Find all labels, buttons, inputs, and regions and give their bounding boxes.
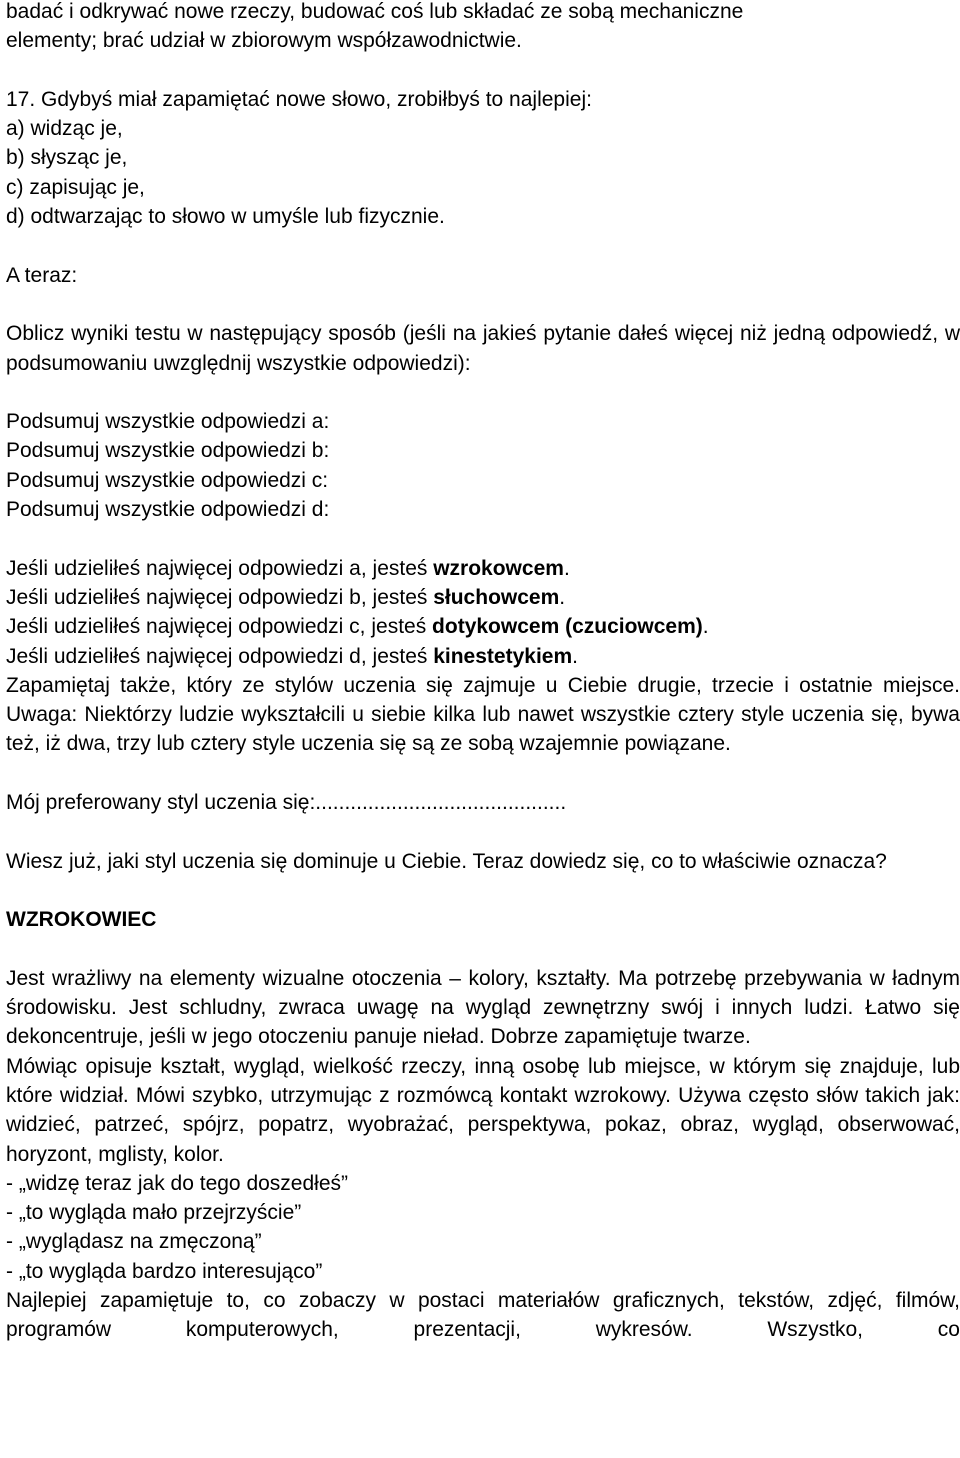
description-paragraph-1: Jest wrażliwy na elementy wizualne otoczenia – kolory, kształty. Ma potrzebę przebywania w ładnym środowisku. Jest schludny, zwraca uwagę na wygląd zewnętrzny swój i innych ludzi. Łatwo się dekoncentruje, jeśli w jego otoczeniu panuje nieład. Dobrze zapamiętuje twarze. [6, 966, 960, 1049]
section-heading: WZROKOWIEC [6, 908, 157, 932]
intro-paragraph [6, 0, 960, 56]
quotes-list [6, 1169, 960, 1286]
quote-2: - „to wygląda mało przejrzyście” [6, 1201, 302, 1225]
summary-a: Podsumuj wszystkie odpowiedzi a: [6, 410, 330, 434]
question-17-text: 17. Gdybyś miał zapamiętać nowe słowo, zrobiłbyś to najlepiej: [6, 87, 592, 111]
result-c-type: dotykowcem (czuciowcem) [432, 615, 703, 639]
question-17-option-d: d) odtwarzając to słowo w umyśle lub fizycznie. [6, 205, 445, 229]
preferred-style-line: Mój preferowany styl uczenia się:........................................... [6, 791, 567, 815]
quote-4: - „to wygląda bardzo interesująco” [6, 1259, 323, 1283]
note-paragraph: Zapamiętaj także, który ze stylów uczenia się zajmuje u Ciebie drugie, trzecie i ostatnie miejsce. Uwaga: Niektórzy ludzie wykształcili u siebie kilka lub nawet wszystkie cztery style uczenia się, bywa też, iż dwa, trzy lub cztery style uczenia się są ze sobą wzajemnie powiązane. [6, 673, 960, 756]
result-b-type: słuchowcem [433, 585, 560, 609]
result-b: Jeśli udzieliłeś najwięcej odpowiedzi b, jesteś słuchowcem. [6, 585, 566, 609]
intro-line-1: badać i odkrywać nowe rzeczy, budować coś lub składać ze sobą mechaniczne [6, 0, 744, 23]
document-page [6, 0, 960, 1345]
instructions-paragraph: Oblicz wyniki testu w następujący sposób (jeśli na jakieś pytanie dałeś więcej niż jedną odpowiedź, w podsumowaniu uwzględnij wszystkie odpowiedzi): [6, 322, 960, 375]
description-paragraph-2: Mówiąc opisuje kształt, wygląd, wielkość rzeczy, inną osobę lub miejsce, w którym się znajduje, lub które widział. Mówi szybko, utrzymując z rozmówcą kontakt wzrokowy. Używa często słów takich jak: widzieć, patrzeć, spójrz, popatrz, wyobrażać, perspektywa, pokaz, obraz, wygląd, obserwować, horyzont, mglisty, kolor. [6, 1054, 960, 1166]
summary-b: Podsumuj wszystkie odpowiedzi b: [6, 439, 330, 463]
result-a: Jeśli udzieliłeś najwięcej odpowiedzi a, jesteś wzrokowcem. [6, 556, 570, 580]
results-list [6, 554, 960, 671]
quote-3: - „wyglądasz na zmęczoną” [6, 1230, 262, 1254]
description-paragraph-3: Najlepiej zapamiętuje to, co zobaczy w postaci materiałów graficznych, tekstów, zdjęć, filmów, programów komputerowych, prezentacji, wykresów. Wszystko, co [6, 1289, 960, 1342]
intro-line-2: elementy; brać udział w zbiorowym współzawodnictwie. [6, 29, 522, 53]
a-teraz-label: A teraz: [6, 263, 78, 287]
result-a-type: wzrokowcem [433, 556, 564, 580]
question-17-option-c: c) zapisując je, [6, 175, 145, 199]
question-meaning: Wiesz już, jaki styl uczenia się dominuje u Ciebie. Teraz dowiedz się, co to właściwie oznacza? [6, 849, 887, 873]
quote-1: - „widzę teraz jak do tego doszedłeś” [6, 1171, 348, 1195]
result-d-type: kinestetykiem [433, 644, 573, 668]
summary-c: Podsumuj wszystkie odpowiedzi c: [6, 468, 329, 492]
summary-d: Podsumuj wszystkie odpowiedzi d: [6, 498, 330, 522]
result-d: Jeśli udzieliłeś najwięcej odpowiedzi d, jesteś kinestetykiem. [6, 644, 578, 668]
question-17 [6, 85, 960, 231]
question-17-option-b: b) słysząc je, [6, 146, 128, 170]
summaries-list [6, 407, 960, 524]
result-c: Jeśli udzieliłeś najwięcej odpowiedzi c, jesteś dotykowcem (czuciowcem). [6, 615, 709, 639]
question-17-option-a: a) widząc je, [6, 117, 123, 141]
